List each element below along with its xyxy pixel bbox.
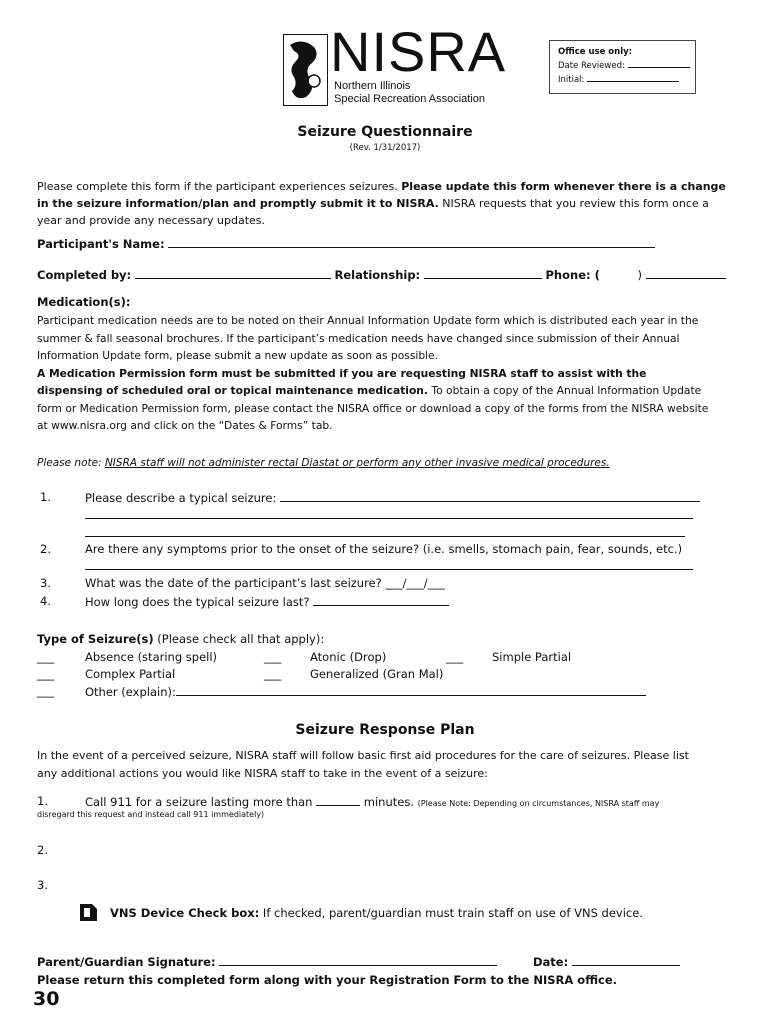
checkbox-atonic[interactable]: ___: [264, 650, 282, 664]
page-title: Seizure Questionnaire: [297, 124, 473, 140]
intro-paragraph: Please complete this form if the participant experiences seizures. Please update this form whenever there is a change in the seizure information/plan and promptly submit it to NISRA. NISRA requests that you review this form once a year and provide any necessary updates.: [37, 180, 726, 227]
medication-heading: Medication(s):: [37, 295, 131, 309]
office-date-reviewed[interactable]: Date Reviewed:: [558, 59, 695, 73]
plan-item-2-number[interactable]: 2.: [37, 843, 48, 857]
question-1-line-3[interactable]: [85, 536, 685, 537]
logo-title: NISRA: [330, 20, 507, 83]
question-2: Are there any symptoms prior to the onset of the seizure? (i.e. smells, stomach pain, fear, sounds, etc.): [85, 542, 683, 556]
page-number: 30: [33, 988, 60, 1010]
participant-name-field[interactable]: Participant's Name:: [37, 236, 655, 251]
revision-date: (Rev. 1/31/2017): [349, 143, 421, 153]
question-3[interactable]: What was the date of the participant’s last seizure? ___/___/___: [85, 576, 445, 590]
completed-by-input[interactable]: [135, 267, 331, 279]
question-4[interactable]: How long does the typical seizure last?: [85, 594, 449, 609]
vns-checkbox[interactable]: [80, 904, 97, 921]
question-2-line[interactable]: [85, 569, 693, 570]
plan-item-3-number[interactable]: 3.: [37, 878, 48, 892]
question-1-number: 1.: [40, 490, 51, 504]
logo-subtitle-2: Special Recreation Association: [334, 93, 486, 105]
return-instructions: Please return this completed form along with your Registration Form to the NISRA office.: [37, 973, 618, 987]
checkbox-simple-partial[interactable]: ___: [446, 650, 464, 664]
vns-text: VNS Device Check box: If checked, parent/guardian must train staff on use of VNS device.: [110, 906, 643, 920]
question-4-number: 4.: [40, 594, 51, 608]
medication-paragraph: Participant medication needs are to be noted on their Annual Information Update form which is distributed each year in the summer & fall seasonal brochures. If the participant’s medication needs have changed since submission of their Annual Information Update form, please submit a new update as soon as possible. A Medication Permission form must be submitted if you are requesting NISRA staff to assist with the dispensing of scheduled oral or topical maintenance medication. To obtain a copy of the Annual Information Update form or Medication Permission form, please contact the NISRA office or download a copy of the forms from the NISRA website at www.nisra.org and click on the “Dates & Forms” tab.: [37, 314, 709, 432]
question-1[interactable]: Please describe a typical seizure:: [85, 490, 700, 505]
relationship-label: Relationship:: [334, 268, 421, 282]
office-use-box: [549, 40, 696, 94]
diastat-note: Please note: NISRA staff will not administer rectal Diastat or perform any other invasive medical procedures.: [37, 457, 610, 469]
relationship-input[interactable]: [424, 267, 542, 279]
guardian-signature-field[interactable]: Parent/Guardian Signature:: [37, 954, 497, 969]
question-3-number: 3.: [40, 576, 51, 590]
response-plan-title: Seizure Response Plan: [295, 722, 475, 738]
checkbox-icon: [80, 904, 97, 921]
office-use-heading: Office use only:: [558, 47, 633, 57]
plan-item-1-number: 1.: [37, 794, 48, 808]
response-plan-intro: In the event of a perceived seizure, NISRA staff will follow basic first aid procedures for the care of seizures. Please list any additional actions you would like NISRA staff to take in the event of a seizure:: [37, 749, 689, 780]
checkbox-generalized[interactable]: ___: [264, 667, 282, 681]
logo-mark: [283, 34, 328, 106]
completed-by-row[interactable]: Completed by: Relationship: Phone: ( ): [37, 267, 726, 282]
option-generalized: Generalized (Gran Mal): [310, 667, 444, 681]
question-1-line-2[interactable]: [85, 518, 693, 519]
option-complex-partial: Complex Partial: [85, 667, 176, 681]
plan-item-1-note: disregard this request and instead call 911 immediately): [37, 810, 265, 819]
seizure-type-heading: Type of Seizure(s) (Please check all that apply):: [37, 632, 325, 646]
option-simple-partial: Simple Partial: [492, 650, 572, 664]
option-absence: Absence (staring spell): [85, 650, 218, 664]
office-initial[interactable]: Initial:: [558, 73, 695, 87]
option-atonic: Atonic (Drop): [310, 650, 387, 664]
logo-subtitle-1: Northern Illinois: [334, 80, 411, 92]
nisra-logo-icon: [284, 35, 327, 105]
option-other[interactable]: Other (explain):: [85, 684, 646, 699]
checkbox-other[interactable]: ___: [37, 684, 55, 698]
phone-input[interactable]: [646, 267, 726, 279]
signature-date-field[interactable]: Date:: [533, 954, 680, 969]
checkbox-absence[interactable]: ___: [37, 650, 55, 664]
question-2-number: 2.: [40, 542, 51, 556]
phone-label: Phone: (: [545, 268, 600, 282]
completed-by-label: Completed by:: [37, 268, 132, 282]
plan-item-1[interactable]: Call 911 for a seizure lasting more than minutes. (Please Note: Depending on circumstances, NISRA staff may: [85, 795, 660, 809]
checkbox-complex-partial[interactable]: ___: [37, 667, 55, 681]
